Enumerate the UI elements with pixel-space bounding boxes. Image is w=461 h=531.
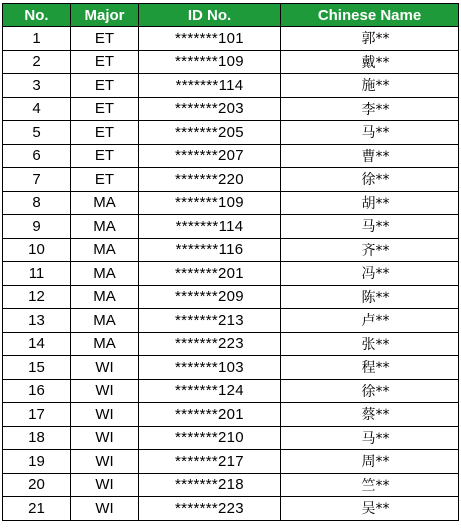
table-row bbox=[3, 379, 459, 403]
cell-major: ET bbox=[71, 50, 139, 74]
cell-chinese-name: 周** bbox=[281, 450, 459, 474]
cell-major: WI bbox=[71, 450, 139, 474]
cell-major: ET bbox=[71, 27, 139, 51]
table-row bbox=[3, 356, 459, 380]
cell-chinese-name: 张** bbox=[281, 332, 459, 356]
cell-no: 14 bbox=[3, 332, 71, 356]
cell-id-no: *******209 bbox=[139, 285, 281, 309]
cell-id-no: *******217 bbox=[139, 450, 281, 474]
student-table bbox=[2, 3, 459, 521]
cell-chinese-name: 卢** bbox=[281, 309, 459, 333]
cell-major: WI bbox=[71, 379, 139, 403]
cell-major: ET bbox=[71, 74, 139, 98]
table-row bbox=[3, 497, 459, 521]
cell-no: 6 bbox=[3, 144, 71, 168]
cell-id-no: *******213 bbox=[139, 309, 281, 333]
table-row bbox=[3, 97, 459, 121]
header-major: Major bbox=[71, 4, 139, 27]
cell-no: 12 bbox=[3, 285, 71, 309]
cell-no: 11 bbox=[3, 262, 71, 286]
table-row bbox=[3, 27, 459, 51]
student-table-container bbox=[2, 3, 458, 521]
cell-chinese-name: 齐** bbox=[281, 238, 459, 262]
table-row bbox=[3, 50, 459, 74]
cell-id-no: *******114 bbox=[139, 74, 281, 98]
cell-chinese-name: 蔡** bbox=[281, 403, 459, 427]
table-body bbox=[3, 27, 459, 521]
header-row bbox=[3, 4, 459, 27]
cell-id-no: *******201 bbox=[139, 403, 281, 427]
table-row bbox=[3, 121, 459, 145]
cell-major: ET bbox=[71, 144, 139, 168]
header-id-no: ID No. bbox=[139, 4, 281, 27]
cell-major: ET bbox=[71, 97, 139, 121]
cell-major: WI bbox=[71, 403, 139, 427]
cell-major: MA bbox=[71, 215, 139, 239]
table-row bbox=[3, 74, 459, 98]
cell-id-no: *******116 bbox=[139, 238, 281, 262]
cell-no: 1 bbox=[3, 27, 71, 51]
cell-major: WI bbox=[71, 497, 139, 521]
table-row bbox=[3, 309, 459, 333]
cell-chinese-name: 施** bbox=[281, 74, 459, 98]
cell-id-no: *******201 bbox=[139, 262, 281, 286]
cell-chinese-name: 郭** bbox=[281, 27, 459, 51]
table-header bbox=[3, 4, 459, 27]
cell-major: ET bbox=[71, 121, 139, 145]
cell-id-no: *******220 bbox=[139, 168, 281, 192]
cell-chinese-name: 马** bbox=[281, 426, 459, 450]
cell-chinese-name: 戴** bbox=[281, 50, 459, 74]
cell-chinese-name: 马** bbox=[281, 215, 459, 239]
table-row bbox=[3, 191, 459, 215]
cell-major: WI bbox=[71, 356, 139, 380]
table-row bbox=[3, 238, 459, 262]
cell-major: ET bbox=[71, 168, 139, 192]
cell-chinese-name: 胡** bbox=[281, 191, 459, 215]
cell-no: 8 bbox=[3, 191, 71, 215]
cell-chinese-name: 曹** bbox=[281, 144, 459, 168]
cell-no: 4 bbox=[3, 97, 71, 121]
cell-id-no: *******218 bbox=[139, 473, 281, 497]
cell-no: 10 bbox=[3, 238, 71, 262]
table-row bbox=[3, 262, 459, 286]
cell-id-no: *******203 bbox=[139, 97, 281, 121]
cell-id-no: *******205 bbox=[139, 121, 281, 145]
cell-chinese-name: 马** bbox=[281, 121, 459, 145]
cell-no: 7 bbox=[3, 168, 71, 192]
table-row bbox=[3, 215, 459, 239]
cell-id-no: *******210 bbox=[139, 426, 281, 450]
cell-no: 2 bbox=[3, 50, 71, 74]
cell-major: WI bbox=[71, 473, 139, 497]
cell-no: 21 bbox=[3, 497, 71, 521]
cell-no: 5 bbox=[3, 121, 71, 145]
cell-id-no: *******103 bbox=[139, 356, 281, 380]
cell-chinese-name: 冯** bbox=[281, 262, 459, 286]
table-row bbox=[3, 332, 459, 356]
cell-no: 15 bbox=[3, 356, 71, 380]
cell-id-no: *******223 bbox=[139, 497, 281, 521]
table-row bbox=[3, 473, 459, 497]
cell-no: 17 bbox=[3, 403, 71, 427]
table-row bbox=[3, 450, 459, 474]
cell-id-no: *******124 bbox=[139, 379, 281, 403]
cell-major: MA bbox=[71, 309, 139, 333]
cell-no: 19 bbox=[3, 450, 71, 474]
header-no: No. bbox=[3, 4, 71, 27]
cell-id-no: *******109 bbox=[139, 191, 281, 215]
table-row bbox=[3, 426, 459, 450]
cell-chinese-name: 徐** bbox=[281, 168, 459, 192]
cell-no: 9 bbox=[3, 215, 71, 239]
cell-major: MA bbox=[71, 285, 139, 309]
cell-chinese-name: 吴** bbox=[281, 497, 459, 521]
cell-id-no: *******114 bbox=[139, 215, 281, 239]
cell-major: MA bbox=[71, 191, 139, 215]
cell-major: MA bbox=[71, 262, 139, 286]
cell-no: 13 bbox=[3, 309, 71, 333]
cell-no: 18 bbox=[3, 426, 71, 450]
header-chinese-name: Chinese Name bbox=[281, 4, 459, 27]
table-row bbox=[3, 144, 459, 168]
table-row bbox=[3, 285, 459, 309]
cell-major: MA bbox=[71, 332, 139, 356]
cell-chinese-name: 李** bbox=[281, 97, 459, 121]
cell-chinese-name: 徐** bbox=[281, 379, 459, 403]
cell-chinese-name: 陈** bbox=[281, 285, 459, 309]
cell-id-no: *******207 bbox=[139, 144, 281, 168]
cell-major: WI bbox=[71, 426, 139, 450]
cell-chinese-name: 竺** bbox=[281, 473, 459, 497]
table-row bbox=[3, 168, 459, 192]
cell-id-no: *******223 bbox=[139, 332, 281, 356]
table-row bbox=[3, 403, 459, 427]
cell-id-no: *******109 bbox=[139, 50, 281, 74]
cell-no: 20 bbox=[3, 473, 71, 497]
cell-chinese-name: 程** bbox=[281, 356, 459, 380]
cell-id-no: *******101 bbox=[139, 27, 281, 51]
cell-major: MA bbox=[71, 238, 139, 262]
cell-no: 3 bbox=[3, 74, 71, 98]
cell-no: 16 bbox=[3, 379, 71, 403]
